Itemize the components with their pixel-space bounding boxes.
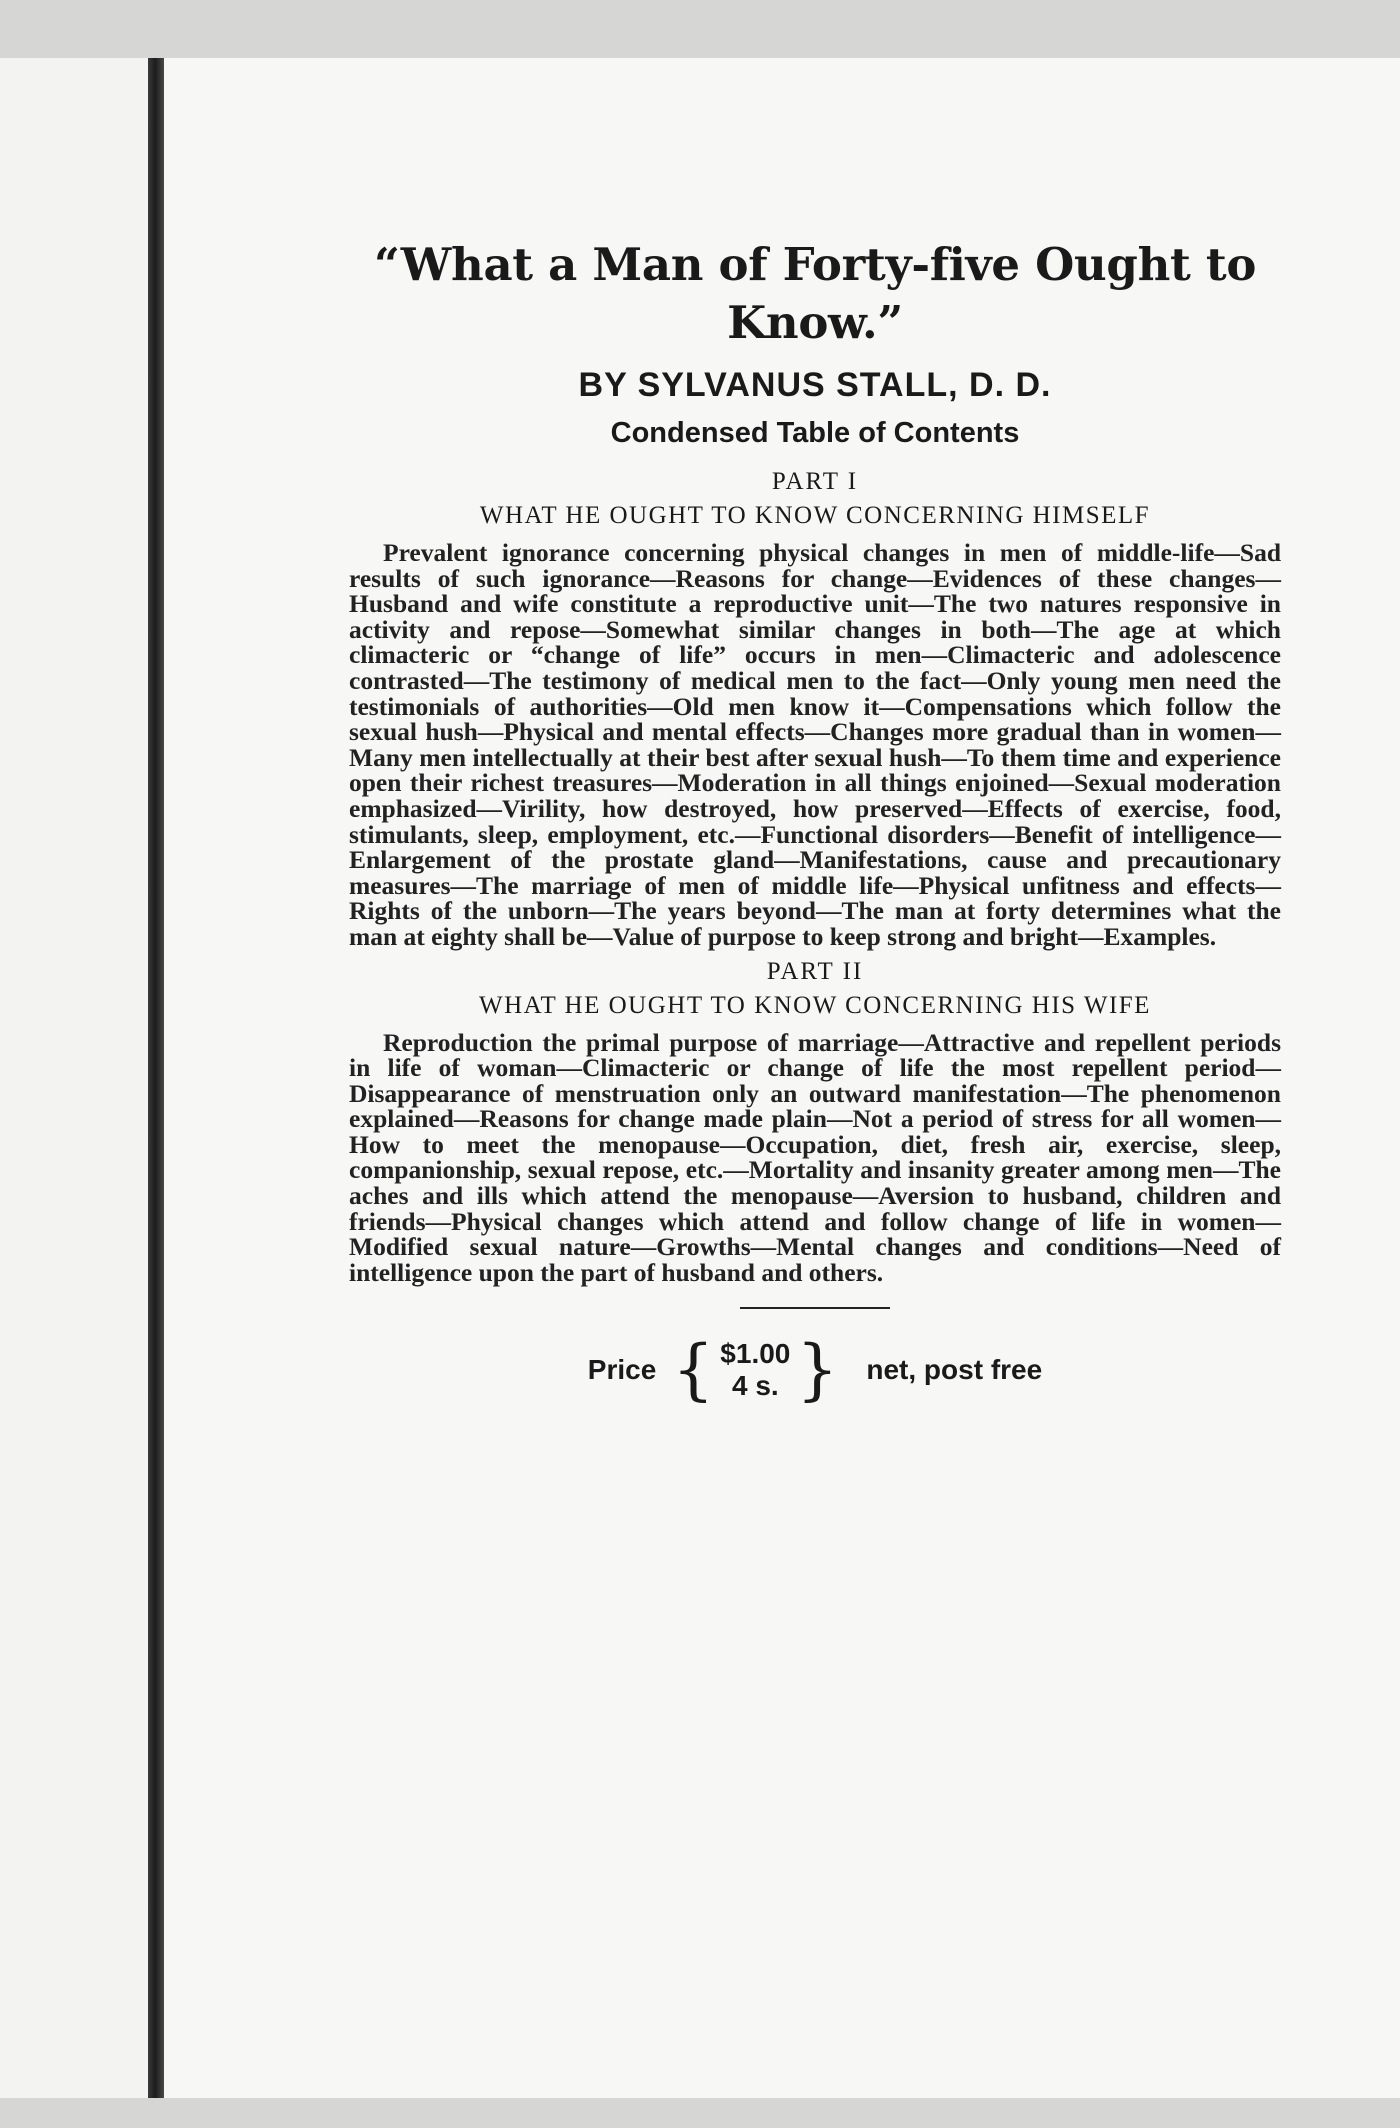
contents-subtitle: Condensed Table of Contents: [610, 417, 1020, 449]
part-2-section: [349, 958, 1281, 1286]
part-1-label: PART I: [771, 468, 859, 495]
divider-rule: [740, 1307, 890, 1309]
part-2-label: PART II: [766, 957, 864, 985]
facing-page: [0, 58, 149, 2098]
part-2-heading: WHAT HE OUGHT TO KNOW CONCERNING HIS WIFE: [479, 991, 1151, 1019]
book-title: “What a Man of Forty-five Ought to Know.”: [373, 238, 1257, 349]
price-label: Price: [587, 1354, 657, 1386]
page-content: [349, 236, 1281, 1409]
price-values: [720, 1338, 790, 1402]
price-gbp: 4 s.: [731, 1370, 779, 1402]
book-gutter: [148, 58, 164, 2098]
part-1-heading: WHAT HE OUGHT TO KNOW CONCERNING HIMSELF: [479, 502, 1151, 529]
price-suffix: net, post free: [866, 1354, 1043, 1386]
part-1-section: [349, 468, 1281, 950]
part-1-body: Prevalent ignorance concerning physical changes in men of middle-life—Sad results of such ignorance—Reasons for change—Evidences of these changes—Husband and wife constitute a reproductive unit—The two natures responsive in activity and repose—Somewhat similar changes in both—The age at which climacteric or “change of life” occurs in men—Climacteric and adolescence contrasted—The testimony of medical men to the fact—Only young men need the testimonials of authorities—Old men know it—Compensations which follow the sexual hush—Physical and mental effects—Changes more gradual than in women—Many men intellectually at their best after sexual hush—To them time and experience open their richest treasures—Moderation in all things enjoined—Sexual moderation emphasized—Virility, how destroyed, how preserved—Effects of exercise, food, stimulants, sleep, employment, etc.—Functional disorders—Benefit of intelligence—Enlargement of the prostate gland—Manifestations, cause and precautionary measures—The marriage of men of middle life—Physical unfitness and effects—Rights of the unborn—The years beyond—The man at forty determines what the man at eighty shall be—Value of purpose to keep strong and bright—Examples.: [349, 538, 1281, 951]
book-page: [164, 58, 1400, 2098]
left-brace-glyph: {: [672, 1331, 715, 1409]
price-line: [349, 1331, 1281, 1409]
author-line: BY SYLVANUS STALL, D. D.: [578, 366, 1052, 404]
right-brace-glyph: }: [796, 1331, 839, 1409]
part-2-body: Reproduction the primal purpose of marriage—Attractive and repellent periods in life of woman—Climacteric or change of life the most repellent period—Disappearance of menstruation only an outward manifestation—The phenomenon explained—Reasons for change made plain—Not a period of stress for all women—How to meet the menopause—Occupation, diet, fresh air, exercise, sleep, companionship, sexual repose, etc.—Mortality and insanity greater among men—The aches and ills which attend the menopause—Aversion to husband, children and friends—Physical changes which attend and follow change of life in women—Modified sexual nature—Growths—Mental changes and conditions—Need of intelligence upon the part of husband and others.: [349, 1027, 1281, 1287]
price-usd: $1.00: [720, 1338, 791, 1370]
